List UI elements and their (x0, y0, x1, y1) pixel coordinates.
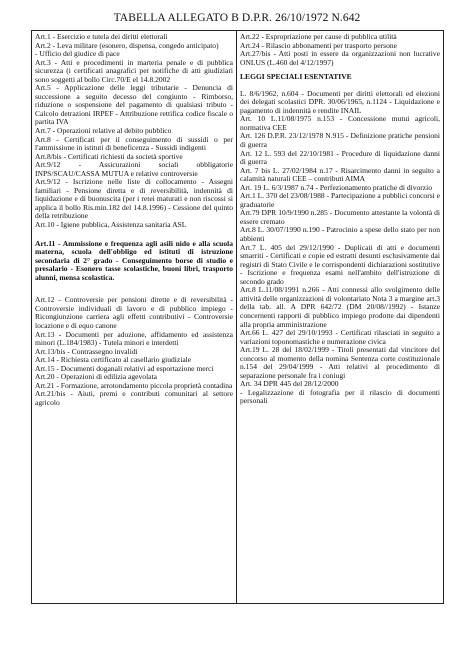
right-entry: Art. 34 DPR 445 del 28/12/2000 (240, 379, 339, 389)
left-entry: Art.13 - Documenti per adozione, affidamento ed assistenza minori (L.184/1983) - Tutela minori e interdetti (35, 329, 233, 348)
right-entry: Art. 7 bis L. 27/02/1984 n.17 - Risarcimento danni in seguito a calamità naturali CEE – contributi AIMA (240, 165, 440, 184)
left-entry: Art.3 - Atti e procedimenti in marteria penale e di pubblica sicurezza (i certificati anagrafici per notifiche di atti giudiziari sono soggetti al bollo Circ.70/E el 14.8.2002 (35, 57, 233, 84)
right-entry: L. 8/6/1962, n.604 - Documenti per diritti elettorali ed elezioni dei delegati scolastici DPR. 30/06/1965, n.1124 - Liquidazione e pagamento di indennità e rendite INAIL (240, 88, 440, 115)
left-entry-bold: Art.11 - Ammissione e frequenza agli asili nido e alla scuola materna, scuola dell'obbligo ed istituti di istruzione secondaria di 2° grado - Conseguimento borse di studio e presalario - Esonero tasse scolastiche, buoni libri, trasporto alunni, mensa scolastica. (35, 238, 233, 282)
left-entry: Art.9/12 - Iscrizione nelle liste di collocamento - Assegni familiari - Pensione diretta e di reversibilità, indennità di liquidazione e di buonuscita (per i retei maturati e non riscossi si applica il bollo Ris.min.182 del 14.8.1996) - Cessione del quinto della retribuzione (35, 177, 233, 221)
right-entry: Art. 12 L. 593 del 22/10/1981 - Procedure di liquidazione danni di guerra (240, 148, 440, 167)
left-entry: Art.7 - Operazioni relative al debito pubblico (35, 126, 172, 136)
right-entry: Art.8 L.11/08/1991 n.266 - Atti connessi allo svolgimento delle attività delle organizzazioni di volontariato Nota 3 a margine art.3 della tab. all. A DPR 642/72 (DM 20/08//1992) - Istanze concernenti rapporti di pubblico impiego prodotte dai dipendenti alla propria amministrazione (240, 285, 440, 329)
left-entry: Art.21/bis - Aiuti, premi e contributi comunitari al settore agricolo (35, 389, 233, 407)
section-heading: LEGGI SPECIALI ESENTATIVE (240, 72, 352, 82)
right-column (237, 31, 443, 603)
left-entry: Art.2 - Leva militare (esonero, dispensa, congedo anticipato) (35, 40, 219, 50)
right-entry: Art. 10 L.11/08/1975 n.153 - Concessione mutui agricoli, normativa CEE (240, 114, 440, 132)
left-entry: Art.14 - Richiesta certificato al casellario giudiziale (35, 355, 192, 365)
right-entry: Art. 126 D.P.R. 23/12/1978 N.915 - Definizione pratiche pensioni di guerra (240, 131, 440, 150)
right-entry: Art.66 L. 427 del 29/10/1993 - Certificati rilasciati in seguito a variazioni toponomastiche e numerazione civica (240, 328, 440, 346)
left-entry: Art.20 - Operazioni di edilizia agevolata (35, 372, 157, 382)
right-entry: Art.19 L. 28 del 18/02/1999 - Titoli presentati dal vincitore del concorso al momento della nomina Sentenza corte costituzionale n.154 del 29/04/1999 - Atti relativi al procedimento di separazione personale fra i coniugi (240, 345, 440, 380)
left-entry: Art.15 - Documenti doganali relativi ad esportazione merci (35, 363, 214, 373)
left-entry: Art.12 - Controversie per pensioni dirette e di reversibilità - Controversie individuali di lavoro e di pubblico impiego - Ricongiunzione carriera agli effetti contributivi - Controversie locazione e di equo canone (35, 295, 233, 330)
left-entry: Art.9/12 - Assicurazioni sociali obbligatorie INPS/SCAU/CASSA MUTUA e relative controversie (35, 160, 233, 178)
left-entry: Art.8/bis - Certificati richiesti da società sportive (35, 151, 183, 161)
right-entry: Art.8 L. 30/07/1990 n.190 - Patrocinio a spese dello stato per non abbienti (240, 225, 440, 244)
left-entry: Art.10 - Igiene pubblica, Assistenza sanitaria ASL (35, 220, 187, 230)
right-entry: Art.79 DPR 10/9/1990 n.285 - Documento attestante la volontà di essere cremato (240, 208, 440, 226)
left-entry: Art.8 - Certificati per il conseguimento di sussidi o per l'ammissione in istituti di beneficenza - Sussidi indigenti (35, 134, 233, 153)
left-entry: Art.5 - Applicazione delle leggi tributarie - Denuncia di successione a seguito decesso del congiunto - Rimborso, riduzione o sospensione del pagamento di qualsiasi tributo - Calcolo detrazioni IRPEF - Attribuzione rettifica codice fiscale o partita IVA (35, 83, 233, 127)
left-entry: Art.1 - Esercizio e tutela dei diritti elettorali (35, 32, 168, 41)
right-entry: Art.24 - Rilascio abbonamenti per trasporto persone (240, 40, 397, 50)
right-entry: Art.1 L. 370 del 23/08/1988 - Partecipazione a pubblici concorsi e graduatorie (240, 191, 440, 209)
page-title: TABELLA ALLEGATO B D.P.R. 26/10/1972 N.642 (113, 12, 361, 24)
right-entry: Art.27/bis - Atti posti in essere da organizzazioni non lucrative ONLUS (L.460 del 4/12/1997) (240, 49, 440, 67)
right-entry: Art. 19 L. 6/3/1987 n.74 - Perfezionamento pratiche di divorzio (240, 182, 432, 192)
left-entry: Art.13/bis - Contrassegno invalidi (35, 346, 138, 356)
left-column (32, 31, 237, 603)
right-entry: - Legalizzazione di fotografia per il rilascio di documenti personali (240, 387, 440, 406)
exemptions-table (31, 30, 444, 604)
right-entry: Art.7 L. 405 del 29/12/1990 - Duplicati di atti e documenti smarriti - Certificati e copie ed estratti desunti esclusivamente dai registri di Stato Civile e le corrispondenti dichiarazioni sostitutive - Iscrizione e frequenza esami nell'ambito dell'istruzione di secondo grado (240, 242, 440, 286)
right-entry: Art.22 - Espropriazione per cause di pubblica utilità (240, 32, 397, 41)
left-entry: Art.21 - Formazione, arrotondamento piccola proprietà contadina (35, 380, 233, 390)
left-entry: - Ufficio del giudice di pace (35, 49, 120, 59)
